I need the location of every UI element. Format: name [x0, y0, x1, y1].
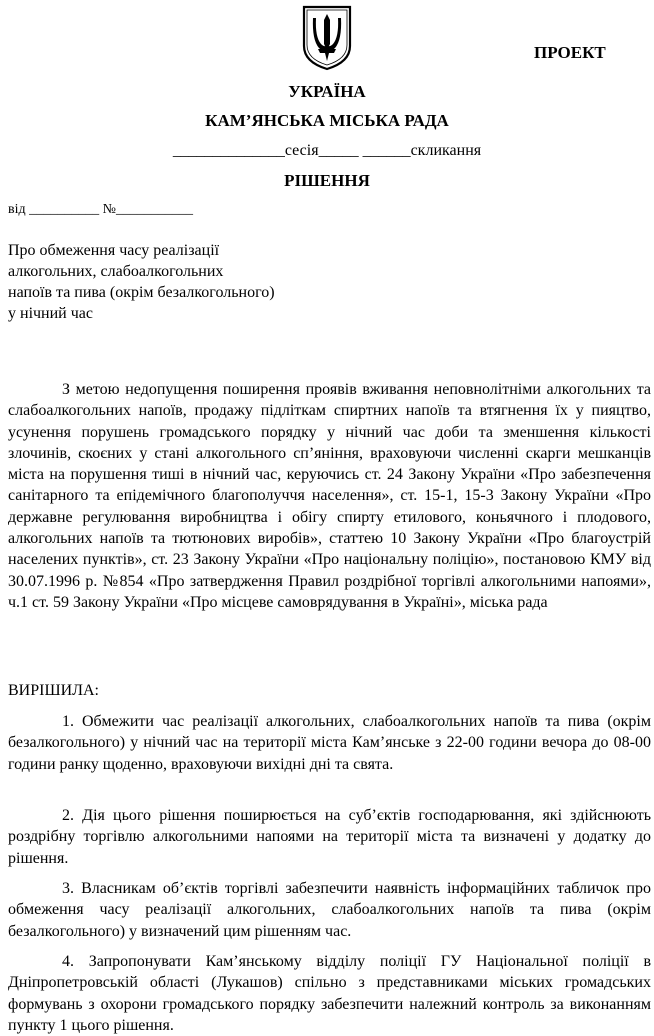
- subject-line: напоїв та пива (окрім безалкогольного): [8, 284, 275, 301]
- project-label: ПРОЕКТ: [534, 43, 606, 62]
- decision-point-3: 3. Власникам об’єктів торгівлі забезпечити наявність інформаційних табличок про обмеження часу реалізації алкогольних, слабоалкогольних напоїв та пива (окрім безалкогольного) у визначений цим рішенням час.: [8, 880, 651, 940]
- document-type-title: РІШЕННЯ: [284, 171, 370, 190]
- subject-line: Про обмеження часу реалізації: [8, 242, 220, 259]
- council-title: КАМ’ЯНСЬКА МІСЬКА РАДА: [205, 111, 449, 130]
- resolved-heading: ВИРІШИЛА:: [8, 682, 99, 699]
- coat-of-arms-icon: [301, 4, 353, 72]
- decision-point-2: 2. Дія цього рішення поширюється на суб’єктів господарювання, які здійснюють роздрібну торгівлю алкогольними напоями на території міста та визначені у додатку до рішення.: [8, 807, 651, 867]
- session-line: ______________сесія_____ ______скликання: [172, 142, 482, 159]
- subject-line: алкогольних, слабоалкогольних: [8, 263, 224, 280]
- preamble-paragraph: З метою недопущення поширення проявів вживання неповнолітніми алкогольних та слабоалкогольних напоїв, продажу підліткам спиртних напоїв та втягнення їх у пияцтво, усунення порушень громадського порядку у нічний час доби та зменшення кількості злочинів, скоєних у стані алкогольного сп’яніння, враховуючи численні скарги мешканців міста на порушення тиші в нічний час, керуючись ст. 24 Закону України «Про забезпечення санітарного та епідемічного благополуччя населення», ст. 15-1, 15-3 Закону України «Про державне регулювання виробництва і обігу спирту етилового, коньячного і плодового, алкогольних напоїв та тютюнових виробів», статтею 10 Закону України «Про благоустрій населених пунктів», ст. 23 Закону України «Про національну поліцію», постановою КМУ від 30.07.1996 р. №854 «Про затвердження Правил роздрібної торгівлі алкогольними напоями», ч.1 ст. 59 Закону України «Про місцеве самоврядування в Україні», міська рада: [8, 381, 651, 611]
- decision-point-1: 1. Обмежити час реалізації алкогольних, слабоалкогольних напоїв та пива (окрім безалкогольного) у нічний час на території міста Кам’янське з 22-00 години вечора до 08-00 години ранку щоденно, враховуючи вихідні дні та свята.: [8, 713, 651, 773]
- decision-point-4: 4. Запропонувати Кам’янському відділу поліції ГУ Національної поліції в Дніпропетровській області (Лукашов) спільно з представниками міських громадських формувань з охорони громадського порядку забезпечити належний контроль за виконанням пункту 1 цього рішення.: [8, 953, 651, 1034]
- decision-subject: [8, 240, 275, 324]
- country-title: УКРАЇНА: [288, 82, 366, 101]
- subject-line: у нічний час: [8, 305, 93, 322]
- date-number-line: від __________ №___________: [8, 202, 193, 217]
